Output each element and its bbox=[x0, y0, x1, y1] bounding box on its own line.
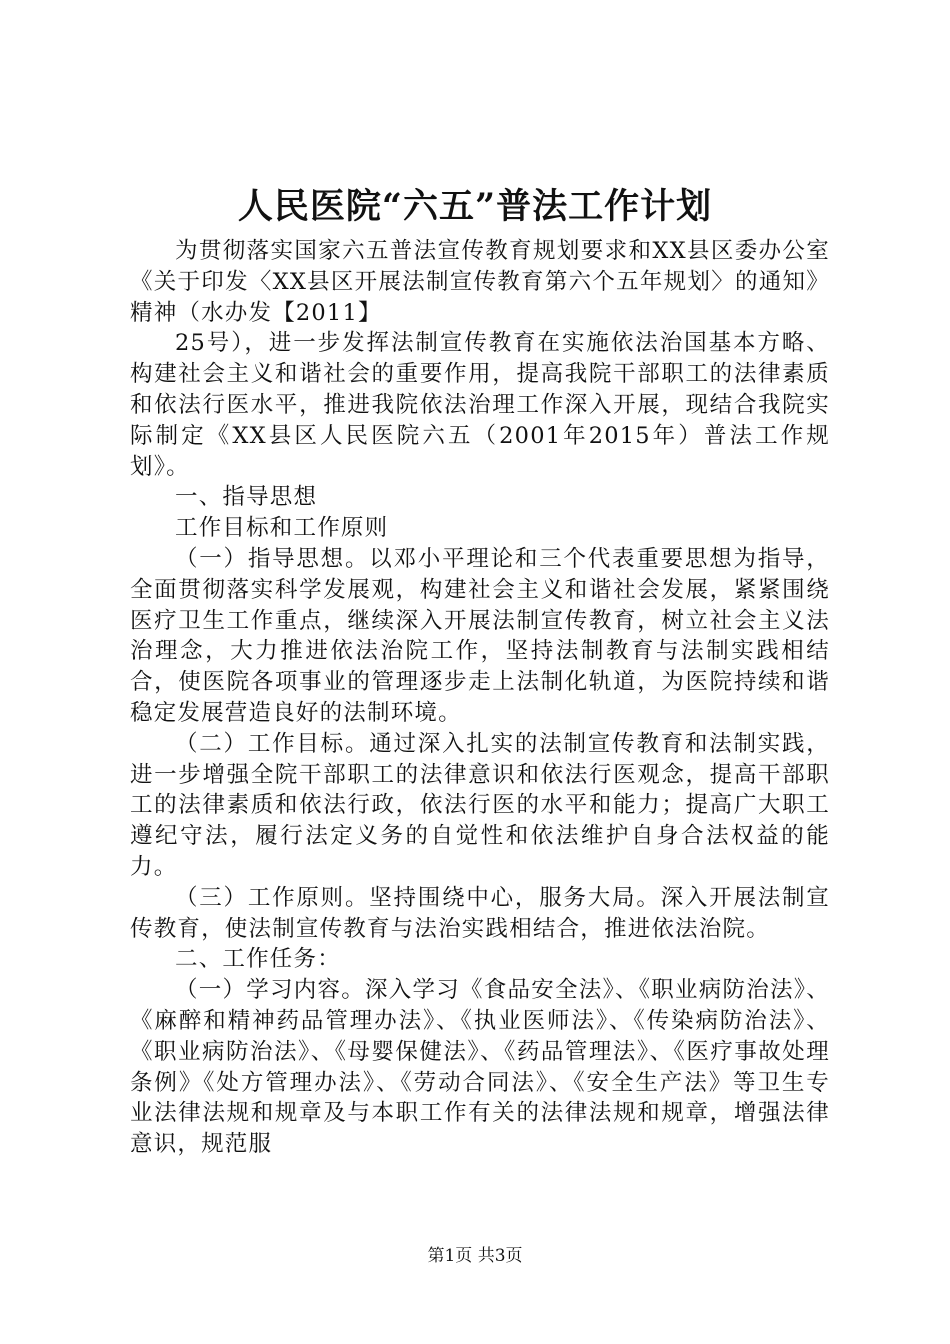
section-heading: 二、工作任务： bbox=[175, 946, 341, 973]
document-title: 人民医院“六五”普法工作计划 bbox=[237, 186, 713, 227]
page-footer: 第1页 共3页 bbox=[427, 1246, 523, 1266]
body-paragraph: 为贯彻落实国家六五普法宣传教育规划要求和XX县区委办公室《关于印发〈XX县区开展法制宣传教育第六个五年规划〉的通知》精神（水办发【2011】 bbox=[130, 238, 830, 326]
body-paragraph: （三）工作原则。坚持围绕中心，服务大局。深入开展法制宣传教育，使法制宣传教育与法治实践相结合，推进依法治院。 bbox=[130, 884, 830, 942]
body-paragraph: （一）指导思想。以邓小平理论和三个代表重要思想为指导，全面贯彻落实科学发展观，构建社会主义和谐社会发展，紧紧围绕医疗卫生工作重点，继续深入开展法制宣传教育，树立社会主义法治理念，大力推进依法治院工作，坚持法制教育与法制实践相结合，使医院各项事业的管理逐步走上法制化轨道，为医院持续和谐稳定发展营造良好的法制环境。 bbox=[130, 545, 830, 726]
body-paragraph: （二）工作目标。通过深入扎实的法制宣传教育和法制实践，进一步增强全院干部职工的法律意识和依法行医观念，提高干部职工的法律素质和依法行政，依法行医的水平和能力；提高广大职工遵纪守法，履行法定义务的自觉性和依法维护自身合法权益的能力。 bbox=[130, 730, 830, 880]
section-heading: 一、指导思想 bbox=[175, 484, 318, 511]
document-body bbox=[130, 236, 830, 1160]
body-paragraph: 25号），进一步发挥法制宣传教育在实施依法治国基本方略、构建社会主义和谐社会的重要作用，提高我院干部职工的法律素质和依法行医水平，推进我院依法治理工作深入开展，现结合我院实际制定《XX县区人民医院六五（2001年2015年）普法工作规划》。 bbox=[130, 330, 830, 480]
body-paragraph: （一）学习内容。深入学习《食品安全法》、《职业病防治法》、《麻醉和精神药品管理办法》、《执业医师法》、《传染病防治法》、《职业病防治法》、《母婴保健法》、《药品管理法》、《医疗事故处理条例》《处方管理办法》、《劳动合同法》、《安全生产法》等卫生专业法律法规和规章及与本职工作有关的法律法规和规章，增强法律意识，规范服 bbox=[130, 977, 830, 1158]
section-subheading: 工作目标和工作原则 bbox=[175, 515, 389, 542]
